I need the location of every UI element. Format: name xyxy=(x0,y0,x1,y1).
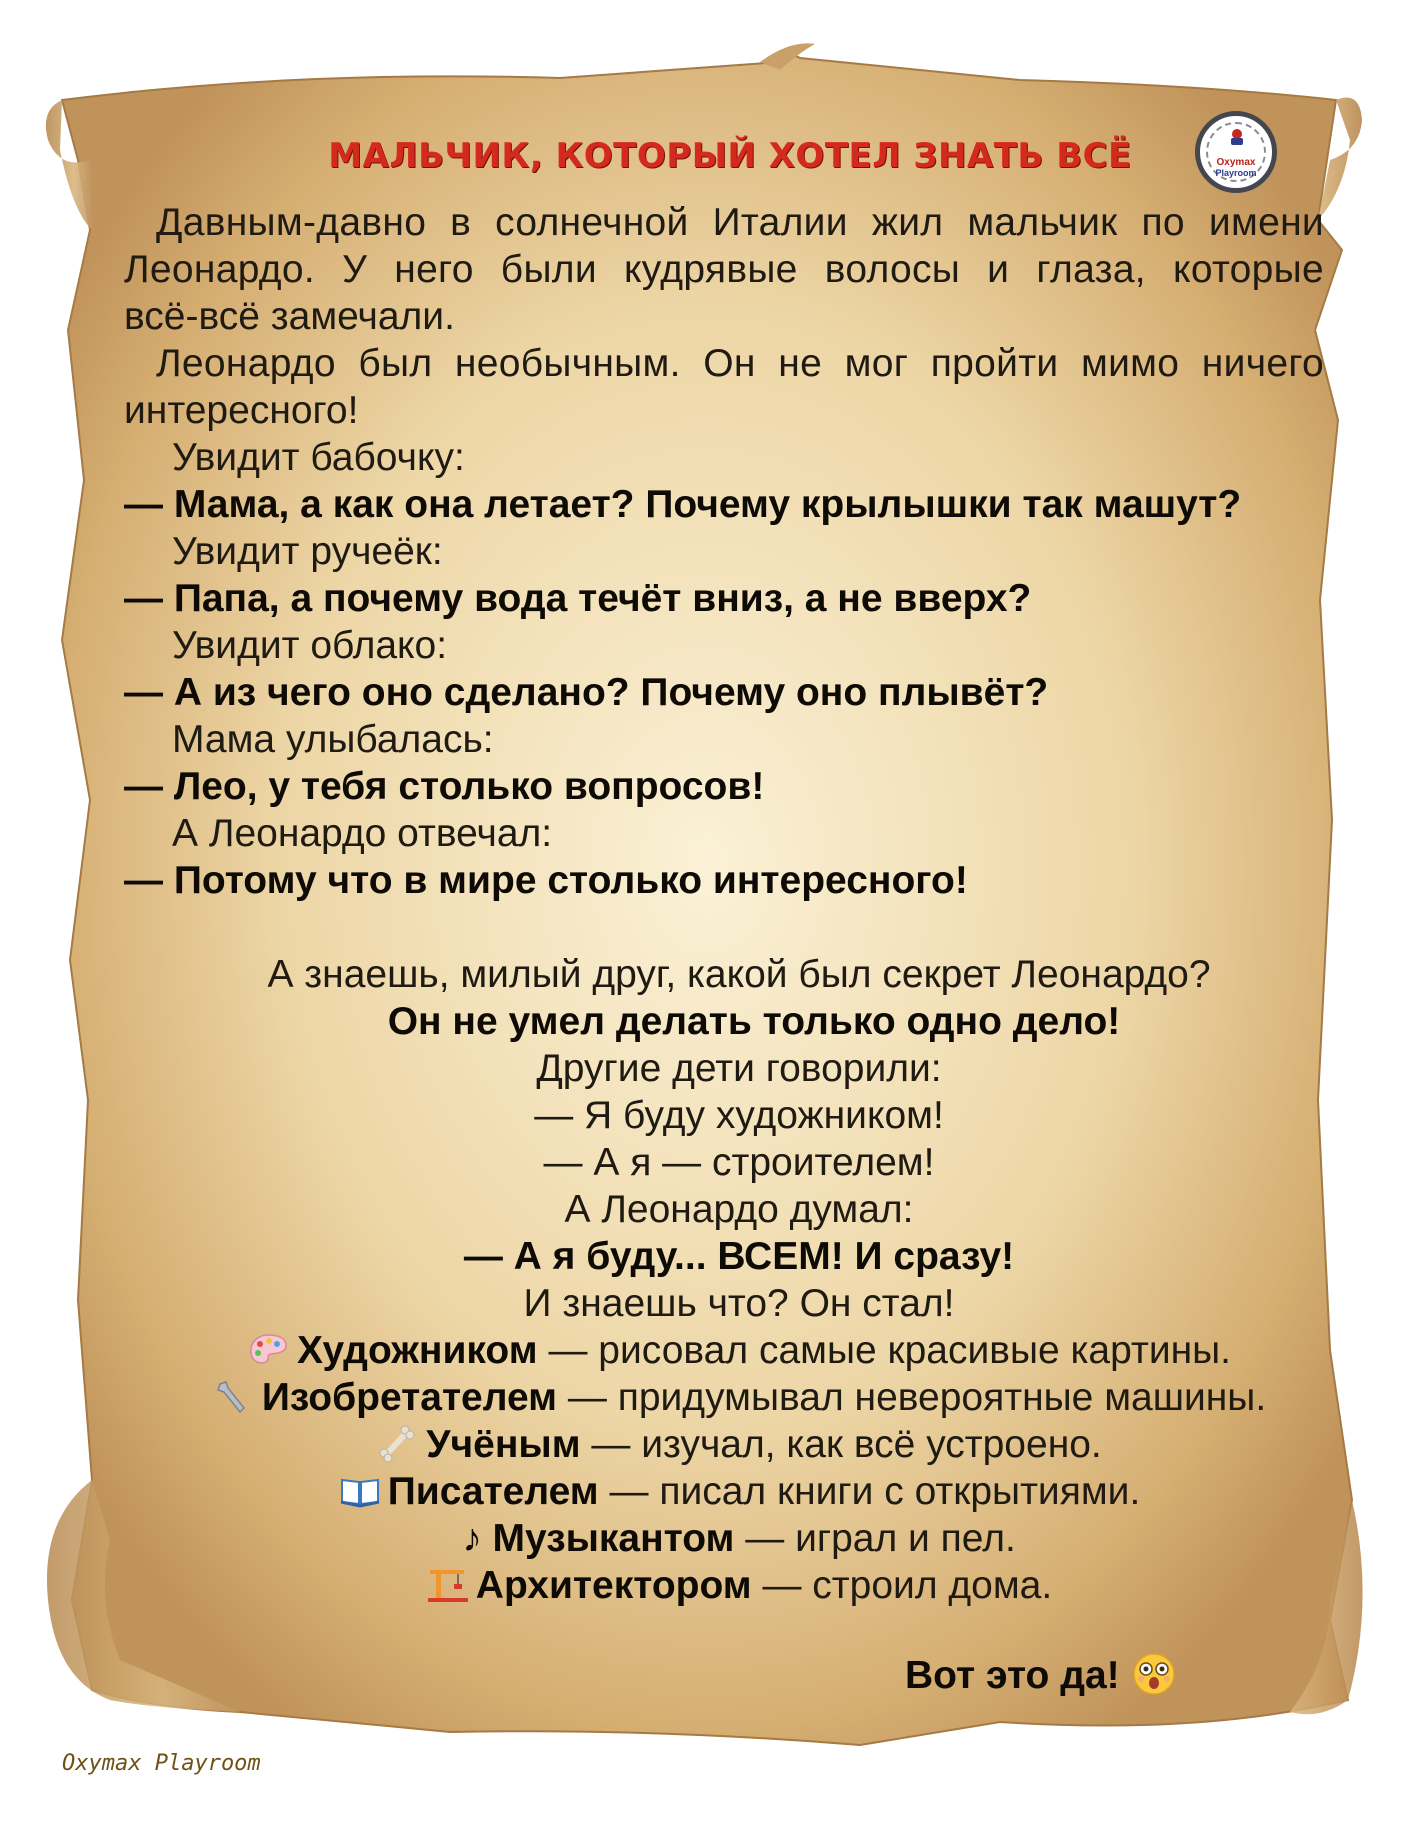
profession-desc: — придумывал невероятные машины. xyxy=(557,1376,1267,1419)
secret-line: Он не умел делать только одно дело! xyxy=(387,1000,1121,1043)
oxymax-logo[interactable] xyxy=(1195,111,1277,193)
secret-line: — А я буду... ВСЕМ! И сразу! xyxy=(463,1235,1015,1278)
dialogue-line: — А из чего оно сделано? Почему оно плывёт? xyxy=(124,671,1049,714)
story-line: Давным-давно в солнечной Италии жил мальчик по имени xyxy=(156,201,1324,244)
ending-text: Вот это да! xyxy=(905,1654,1120,1697)
profession-architect xyxy=(124,1562,1324,1609)
logo-figure-icon xyxy=(1227,128,1247,146)
secret-line: А Леонардо думал: xyxy=(564,1188,914,1231)
story-line: Увидит облако: xyxy=(172,624,448,667)
logo-text-2: Playroom xyxy=(1215,168,1257,178)
profession-desc: — писал книги с открытиями. xyxy=(598,1470,1141,1513)
story-line: Мама улыбалась: xyxy=(172,718,494,761)
profession-desc: — играл и пел. xyxy=(734,1517,1016,1560)
book-icon xyxy=(338,1472,382,1510)
profession-name: Учёным xyxy=(426,1423,581,1466)
ending-line xyxy=(905,1652,1176,1698)
dialogue-line: — Мама, а как она летает? Почему крылышки так машут? xyxy=(124,483,1242,526)
profession-desc: — изучал, как всё устроено. xyxy=(580,1423,1102,1466)
blank-line xyxy=(124,904,1324,951)
note-icon: ♪ xyxy=(462,1517,482,1560)
story-line: интересного! xyxy=(124,389,359,432)
profession-scientist xyxy=(124,1421,1324,1468)
dialogue-line: — Папа, а почему вода течёт вниз, а не вверх? xyxy=(124,577,1032,620)
footer-brand: Oxymax Playroom xyxy=(62,1751,261,1776)
profession-painter xyxy=(124,1327,1324,1374)
story-line: Леонардо. У него были кудрявые волосы и глаза, которые xyxy=(124,248,1324,291)
secret-line: И знаешь что? Он стал! xyxy=(523,1282,955,1325)
profession-writer xyxy=(124,1468,1324,1515)
story-line: А Леонардо отвечал: xyxy=(172,812,553,855)
secret-line: — А я — строителем! xyxy=(543,1141,935,1184)
story-title: МАЛЬЧИК, КОТОРЫЙ ХОТЕЛ ЗНАТЬ ВСЁ xyxy=(328,136,1132,176)
profession-desc: — строил дома. xyxy=(751,1564,1053,1607)
wrench-icon xyxy=(212,1378,256,1416)
profession-name: Изобретателем xyxy=(261,1376,558,1419)
profession-name: Архитектором xyxy=(475,1564,752,1607)
secret-line: Другие дети говорили: xyxy=(536,1047,942,1090)
story-line: Леонардо был необычным. Он не мог пройти мимо ничего xyxy=(156,342,1324,385)
story-line: Увидит бабочку: xyxy=(172,436,465,479)
profession-desc: — рисовал самые красивые картины. xyxy=(537,1329,1232,1372)
bone-icon xyxy=(376,1425,420,1463)
secret-line: — Я буду художником! xyxy=(534,1094,944,1137)
profession-name: Музыкантом xyxy=(492,1517,735,1560)
story-body xyxy=(124,199,1324,1609)
astonished-face-icon xyxy=(1132,1652,1176,1696)
profession-name: Писателем xyxy=(387,1470,599,1513)
story-line: всё-всё замечали. xyxy=(124,295,455,338)
profession-inventor xyxy=(124,1374,1324,1421)
crane-icon xyxy=(426,1566,470,1604)
palette-icon xyxy=(247,1331,291,1369)
story-line: Увидит ручеёк: xyxy=(172,530,443,573)
secret-line: А знаешь, милый друг, какой был секрет Леонардо? xyxy=(267,953,1211,996)
logo-text-1: Oxymax xyxy=(1216,157,1256,168)
dialogue-line: — Лео, у тебя столько вопросов! xyxy=(124,765,765,808)
profession-name: Художником xyxy=(296,1329,538,1372)
dialogue-line: — Потому что в мире столько интересного! xyxy=(124,859,968,902)
profession-musician xyxy=(124,1515,1324,1562)
